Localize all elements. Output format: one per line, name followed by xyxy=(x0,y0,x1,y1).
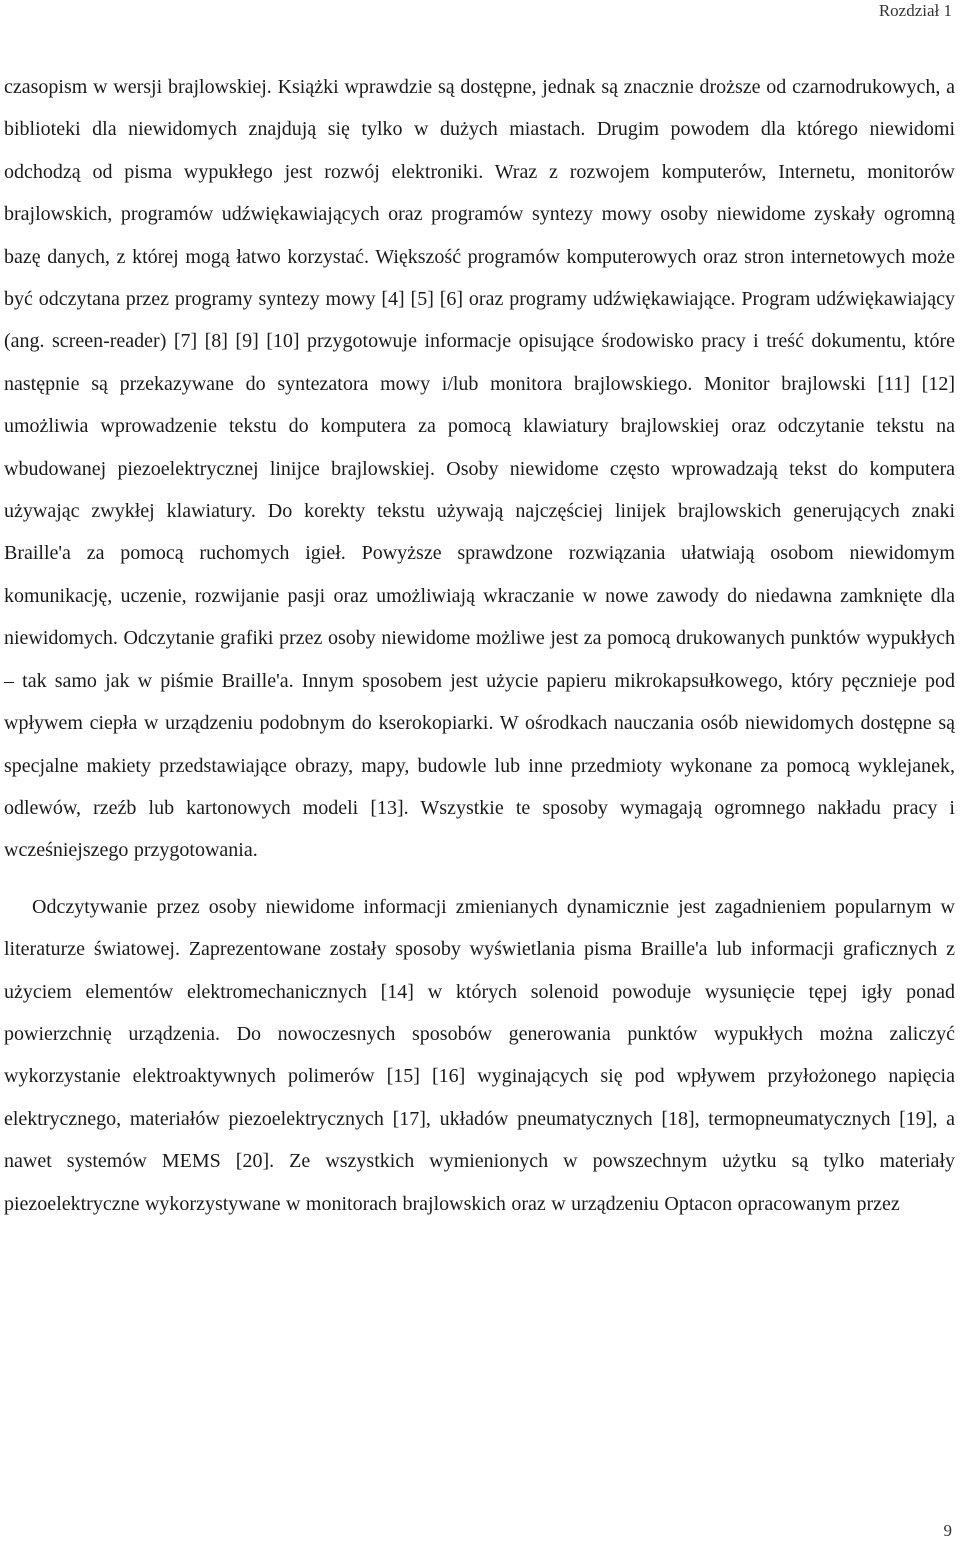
running-header-chapter: Rozdział 1 xyxy=(878,1,952,20)
page-number: 9 xyxy=(943,1521,952,1540)
body-paragraph-1: czasopism w wersji brajlowskiej. Książki wprawdzie są dostępne, jednak są znacznie droższe od czarnodrukowych, a biblioteki dla niewidomych znajdują się tylko w dużych miastach. Drugim powodem dla którego niewidomi odchodzą od pisma wypukłego jest rozwój elektroniki. Wraz z rozwojem komputerów, Internetu, monitorów brajlowskich, programów udźwiękawiających oraz programów syntezy mowy osoby niewidome zyskały ogromną bazę danych, z której mogą łatwo korzystać. Większość programów komputerowych oraz stron internetowych może być odczytana przez programy syntezy mowy [4] [5] [6] oraz programy udźwiękawiające. Program udźwiękawiający (ang. screen-reader) [7] [8] [9] [10] przygotowuje informacje opisujące środowisko pracy i treść dokumentu, które następnie są przekazywane do syntezatora mowy i/lub monitora brajlowskiego. Monitor brajlowski [11] [12] umożliwia wprowadzenie tekstu do komputera za pomocą klawiatury brajlowskiej oraz odczytanie tekstu na wbudowanej piezoelektrycznej linijce brajlowskiej. Osoby niewidome często wprowadzają tekst do komputera używając zwykłej klawiatury. Do korekty tekstu używają najczęściej linijek brajlowskich generujących znaki Braille'a za pomocą ruchomych igieł. Powyższe sprawdzone rozwiązania ułatwiają osobom niewidomym komunikację, uczenie, rozwijanie pasji oraz umożliwiają wkraczanie w nowe zawody do niedawna zamknięte dla niewidomych. Odczytanie grafiki przez osoby niewidome możliwe jest za pomocą drukowanych punktów wypukłych – tak samo jak w piśmie Braille'a. Innym sposobem jest użycie papieru mikrokapsułkowego, który pęcznieje pod wpływem ciepła w urządzeniu podobnym do kserokopiarki. W ośrodkach nauczania osób niewidomych dostępne są specjalne makiety przedstawiające obrazy, mapy, budowle lub inne przedmioty wykonane za pomocą wyklejanek, odlewów, rzeźb lub kartonowych modeli [13]. Wszystkie te sposoby wymagają ogromnego nakładu pracy i wcześniejszego przygotowania. xyxy=(4,76,955,862)
body-paragraph-2: Odczytywanie przez osoby niewidome informacji zmienianych dynamicznie jest zagadnieniem popularnym w literaturze światowej. Zaprezentowane zostały sposoby wyświetlania pisma Braille'a lub informacji graficznych z użyciem elementów elektromechanicznych [14] w których solenoid powoduje wysunięcie tępej igły ponad powierzchnię urządzenia. Do nowoczesnych sposobów generowania punktów wypukłych można zaliczyć wykorzystanie elektroaktywnych polimerów [15] [16] wyginających się pod wpływem przyłożonego napięcia elektrycznego, materiałów piezoelektrycznych [17], układów pneumatycznych [18], termopneumatycznych [19], a nawet systemów MEMS [20]. Ze wszystkich wymienionych w powszechnym użytku są tylko materiały piezoelektryczne wykorzystywane w monitorach brajlowskich oraz w urządzeniu Optacon opracowanym przez xyxy=(4,895,955,1215)
page-body xyxy=(4,66,955,1225)
